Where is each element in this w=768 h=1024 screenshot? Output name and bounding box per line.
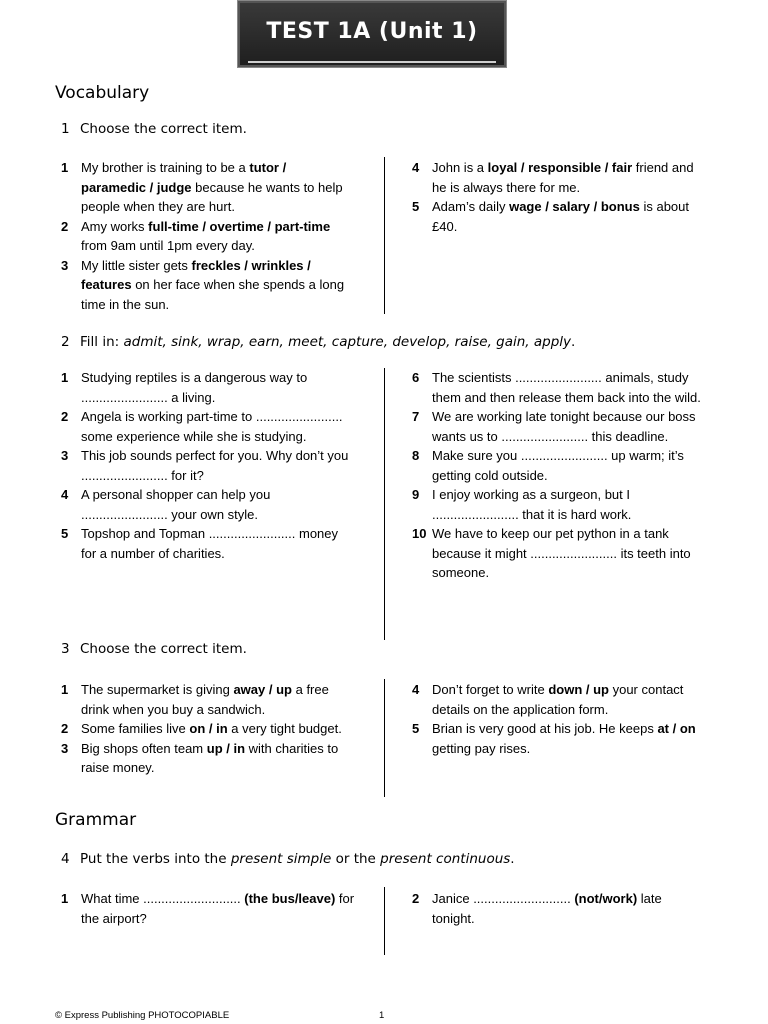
title-banner xyxy=(237,0,507,68)
exercise-4-right-column xyxy=(412,889,702,928)
list-item: 1 Studying reptiles is a dangerous way to ........................ a living. xyxy=(61,370,308,405)
exercise-2-left-column xyxy=(61,368,351,563)
exercise-4-left-column xyxy=(61,889,361,928)
list-item: 3 This job sounds perfect for you. Why don’t you ........................ for it? xyxy=(61,448,349,483)
list-item: 4 Don’t forget to write down / up your contact details on the application form. xyxy=(412,682,684,717)
exercise-3-instruction xyxy=(61,641,247,657)
list-item: 4 A personal shopper can help you ........................ your own style. xyxy=(61,487,271,522)
page-number: 1 xyxy=(379,1010,385,1021)
list-item: 5 Brian is very good at his job. He keeps at / on getting pay rises. xyxy=(412,721,696,756)
list-item: 1 What time ........................... (the bus/leave) for the airport? xyxy=(61,891,355,926)
column-divider xyxy=(384,887,385,955)
list-item: 2 Amy works full-time / overtime / part-time from 9am until 1pm every day. xyxy=(61,218,331,253)
exercise-1-right-column xyxy=(412,158,702,236)
instruction-text: Choose the correct item. xyxy=(80,641,247,657)
section-heading-vocabulary: Vocabulary xyxy=(55,83,150,103)
column-divider xyxy=(384,157,385,314)
list-item: 8 Make sure you ........................ up warm; it’s getting cold outside. xyxy=(412,448,684,483)
exercise-1-instruction xyxy=(61,121,247,137)
exercise-1-left-column xyxy=(61,158,351,314)
list-item: 4 John is a loyal / responsible / fair friend and he is always there for me. xyxy=(412,160,694,195)
list-item: 3 My little sister gets freckles / wrinkles / features on her face when she spends a long time in the sun. xyxy=(61,257,345,312)
list-item: 1 My brother is training to be a tutor / paramedic / judge because he wants to help people when they are hurt. xyxy=(61,160,343,214)
footer-copyright: © Express Publishing PHOTOCOPIABLE xyxy=(55,1010,230,1021)
exercise-2-right-column xyxy=(412,368,712,583)
exercise-3-left-column xyxy=(61,680,351,778)
exercise-3-right-column xyxy=(412,680,712,758)
exercise-number: 4 xyxy=(61,851,70,867)
list-item: 5 Topshop and Topman ........................ money for a number of charities. xyxy=(61,526,339,561)
list-item: 5 Adam’s daily wage / salary / bonus is about £40. xyxy=(412,199,690,234)
list-item: 1 The supermarket is giving away / up a free drink when you buy a sandwich. xyxy=(61,682,329,717)
exercise-4-instruction: 4 Put the verbs into the present simple or the present continuous. xyxy=(61,851,515,867)
list-item: 6 The scientists ........................ animals, study them and then release them back into the wild. xyxy=(412,370,701,405)
exercise-2-instruction: 2 Fill in: admit, sink, wrap, earn, meet, capture, develop, raise, gain, apply. xyxy=(61,334,576,350)
list-item: 3 Big shops often team up / in with charities to raise money. xyxy=(61,740,339,775)
page-title: TEST 1A (Unit 1) xyxy=(266,19,478,44)
list-item: 7 We are working late tonight because our boss wants us to ........................ this deadline. xyxy=(412,409,696,444)
word-list: admit, sink, wrap, earn, meet, capture, develop, raise, gain, apply xyxy=(123,334,572,350)
list-item: 2 Janice ........................... (not/work) late tonight. xyxy=(412,891,662,926)
exercise-number: 1 xyxy=(61,121,70,137)
list-item: 2 Some families live on / in a very tight budget. xyxy=(61,721,342,736)
column-divider xyxy=(384,679,385,797)
exercise-number: 2 xyxy=(61,334,70,350)
exercise-number: 3 xyxy=(61,641,70,657)
column-divider xyxy=(384,368,385,640)
list-item: 2 Angela is working part-time to ........................ some experience while she is studying. xyxy=(61,409,343,444)
title-underline xyxy=(248,61,496,63)
list-item: 10 We have to keep our pet python in a tank because it might ........................ its teeth into someone. xyxy=(412,526,691,580)
instruction-text: Choose the correct item. xyxy=(80,121,247,137)
section-heading-grammar: Grammar xyxy=(55,810,137,830)
list-item: 9 I enjoy working as a surgeon, but I ........................ that it is hard work. xyxy=(412,487,632,522)
